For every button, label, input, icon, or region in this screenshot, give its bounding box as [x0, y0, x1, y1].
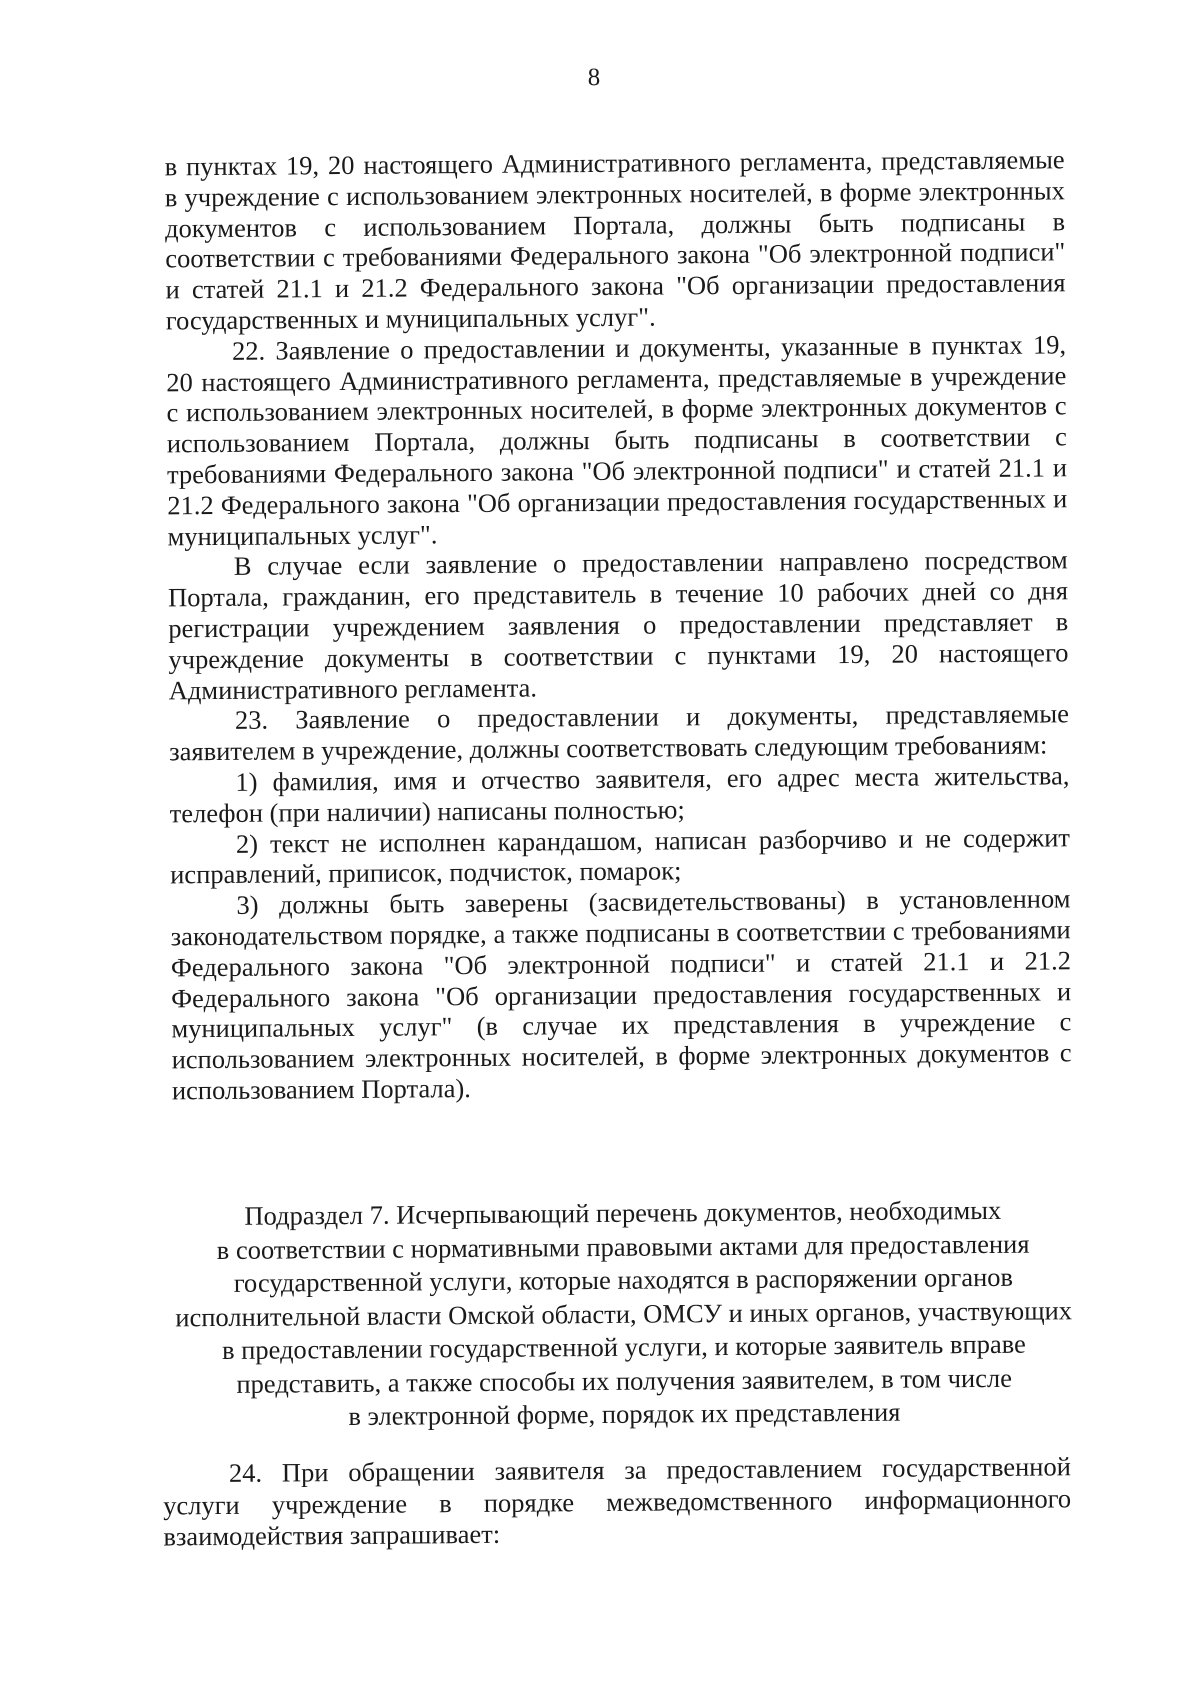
- paragraph-requirement-1: 1) фамилия, имя и отчество заявителя, его адрес места жительства, телефон (при наличии) написаны полностью;: [169, 760, 1070, 829]
- paragraph-item-23: 23. Заявление о предоставлении и документы, представляемые заявителем в учреждение, должны соответствовать следующим требованиям:: [169, 698, 1070, 767]
- paragraph-continuation: в пунктах 19, 20 настоящего Административного регламента, представляемые в учреждение с использованием электронных носителей, в форме электронных документов с использованием Портала, должны быть подписаны в соответствии с требованиями Федерального закона "Об электронной подписи" и статей 21.1 и 21.2 Федерального закона "Об организации предоставления государственных и муниципальных услуг".: [164, 144, 1066, 336]
- subsection-heading-line: государственной услуги, которые находятся в распоряжении органов: [233, 1261, 1014, 1298]
- paragraph-item-24: 24. При обращении заявителя за предоставлением государственной услуги учреждение в порядке межведомственного информационного взаимодействия запрашивает:: [163, 1451, 1072, 1552]
- paragraph-requirement-2: 2) текст не исполнен карандашом, написан разборчиво и не содержит исправлений, приписок, подчисток, помарок;: [170, 821, 1071, 890]
- subsection-heading-line: представить, а также способы их получения заявителем, в том числе: [236, 1362, 1013, 1399]
- subsection-heading: [153, 1193, 1095, 1435]
- paragraph-requirement-3: 3) должны быть заверены (засвидетельствованы) в установленном законодательством порядке, а также подписаны в соответствии с требованиями Федерального закона "Об электронной подписи" и статей 21.1 и 21.2 Федерального закона "Об организации предоставления государственных и муниципальных услуг" (в случае их представления в учреждение с использованием электронных носителей, в форме электронных документов с использованием Портала).: [170, 883, 1072, 1106]
- document-body: [164, 144, 1071, 1106]
- subsection-heading-line: Подраздел 7. Исчерпывающий перечень документов, необходимых: [244, 1194, 1002, 1231]
- subsection-heading-line: в соответствии с нормативными правовыми актами для предоставления: [216, 1228, 1030, 1265]
- paragraph-item-22: 22. Заявление о предоставлении и документы, указанные в пунктах 19, 20 настоящего Административного регламента, представляемые в учреждение с использованием электронных носителей, в форме электронных документов с использованием Портала, должны быть подписаны в соответствии с требованиями Федерального закона "Об электронной подписи" и статей 21.1 и 21.2 Федерального закона "Об организации предоставления государственных и муниципальных услуг".: [166, 329, 1068, 551]
- paragraph-portal-submission: В случае если заявление о предоставлении направлено посредством Портала, гражданин, его представитель в течение 10 рабочих дней со дня регистрации учреждением заявления о предоставлении представляет в учреждение документы в соответствии с пунктами 19, 20 настоящего Административного регламента.: [167, 544, 1069, 705]
- subsection-heading-line: в электронной форме, порядок их представления: [348, 1396, 901, 1431]
- page-number: 8: [587, 63, 601, 92]
- subsection-heading-line: в предоставлении государственной услуги, и которые заявитель вправе: [221, 1328, 1026, 1365]
- subsection-heading-line: исполнительной власти Омской области, ОМСУ и иных органов, участвующих: [175, 1294, 1073, 1332]
- document-body-continued: [163, 1451, 1072, 1553]
